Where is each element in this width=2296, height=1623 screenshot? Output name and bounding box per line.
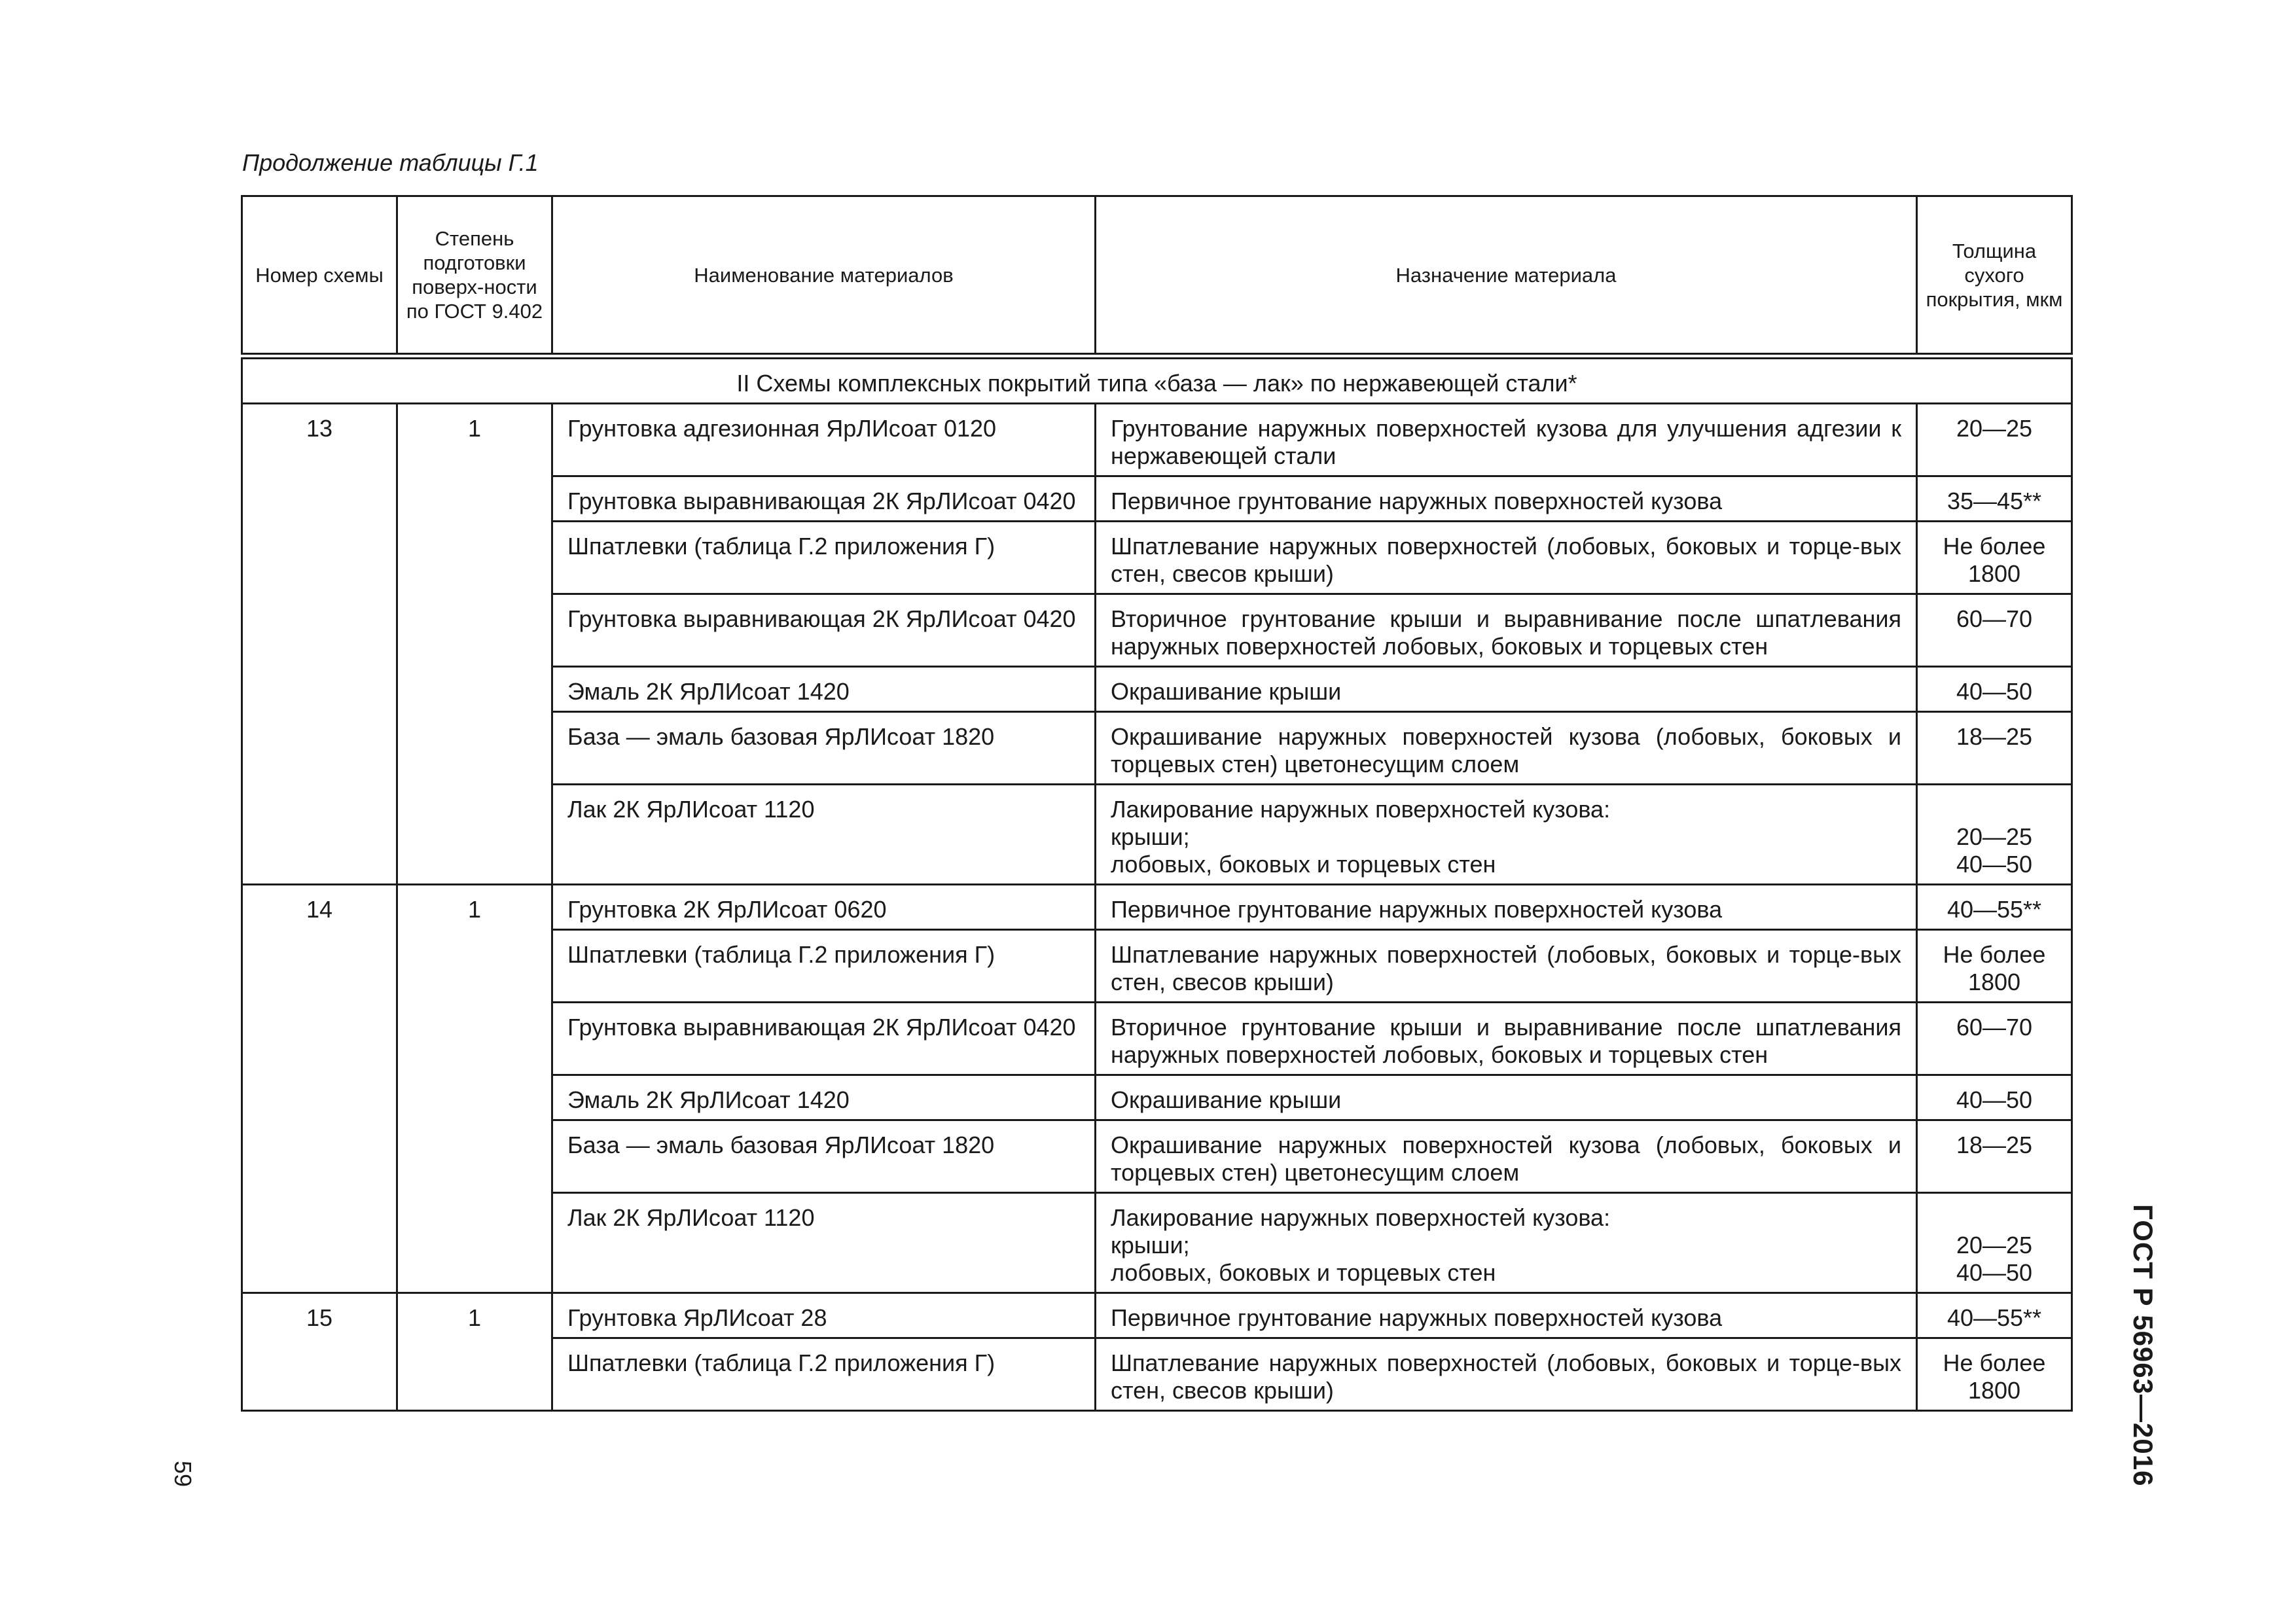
material-purpose-cell: Вторичное грунтование крыши и выравнивание после шпатлевания наружных поверхностей лобовых, боковых и торцевых стен <box>1096 1003 1917 1075</box>
material-name-cell: Лак 2К ЯрЛИсоат 1120 <box>552 1193 1096 1293</box>
material-name-cell: Грунтовка адгезионная ЯрЛИсоат 0120 <box>552 404 1096 476</box>
material-name-cell: Эмаль 2К ЯрЛИсоат 1420 <box>552 1075 1096 1120</box>
material-purpose-cell <box>1096 785 1917 885</box>
scheme-number-cell: 13 <box>242 404 397 885</box>
material-purpose-cell: Шпатлевание наружных поверхностей (лобовых, боковых и торце-вых стен, свесов крыши) <box>1096 930 1917 1003</box>
purpose-line: крыши; <box>1111 1232 1190 1258</box>
thickness-line: 40—50 <box>1956 851 2033 878</box>
material-purpose-cell: Первичное грунтование наружных поверхностей кузова <box>1096 476 1917 522</box>
coating-schemes-table <box>241 195 2073 1412</box>
thickness-cell <box>1917 1193 2072 1293</box>
material-purpose-cell <box>1096 1193 1917 1293</box>
material-name-cell: Шпатлевки (таблица Г.2 приложения Г) <box>552 1338 1096 1411</box>
page-number: 59 <box>170 1461 196 1488</box>
purpose-line: лобовых, боковых и торцевых стен <box>1111 851 1496 878</box>
thickness-line: 20—25 <box>1956 823 2033 850</box>
table-caption: Продолжение таблицы Г.1 <box>242 149 539 176</box>
material-name-cell: Грунтовка ЯрЛИсоат 28 <box>552 1293 1096 1338</box>
purpose-line: лобовых, боковых и торцевых стен <box>1111 1259 1496 1286</box>
header-thickness: Толщина сухого покрытия, мкм <box>1917 196 2072 357</box>
header-material-name: Наименование материалов <box>552 196 1096 357</box>
header-scheme-number: Номер схемы <box>242 196 397 357</box>
material-purpose-cell: Окрашивание наружных поверхностей кузова (лобовых, боковых и торцевых стен) цветонесущим слоем <box>1096 1120 1917 1193</box>
thickness-cell <box>1917 785 2072 885</box>
material-purpose-cell: Вторичное грунтование крыши и выравнивание после шпатлевания наружных поверхностей лобовых, боковых и торцевых стен <box>1096 594 1917 667</box>
thickness-cell: 60—70 <box>1917 1003 2072 1075</box>
thickness-cell: 40—50 <box>1917 667 2072 712</box>
material-purpose-cell: Шпатлевание наружных поверхностей (лобовых, боковых и торце-вых стен, свесов крыши) <box>1096 522 1917 594</box>
thickness-cell: 20—25 <box>1917 404 2072 476</box>
purpose-line: крыши; <box>1111 823 1190 850</box>
thickness-cell: 18—25 <box>1917 1120 2072 1193</box>
thickness-cell: Не более 1800 <box>1917 930 2072 1003</box>
thickness-line <box>1932 796 2056 823</box>
material-name-cell: Лак 2К ЯрЛИсоат 1120 <box>552 785 1096 885</box>
purpose-line: Лакирование наружных поверхностей кузова: <box>1111 796 1611 823</box>
thickness-cell: 35—45** <box>1917 476 2072 522</box>
table-row <box>242 885 2072 930</box>
scheme-number-cell: 15 <box>242 1293 397 1411</box>
thickness-cell: Не более 1800 <box>1917 522 2072 594</box>
table-row <box>242 1293 2072 1338</box>
thickness-cell: 60—70 <box>1917 594 2072 667</box>
header-material-purpose: Назначение материала <box>1096 196 1917 357</box>
prep-degree-cell: 1 <box>397 885 552 1293</box>
thickness-line: 40—50 <box>1956 1259 2033 1286</box>
header-prep-degree: Степень подготовки поверх-ности по ГОСТ 9.402 <box>397 196 552 357</box>
material-name-cell: Грунтовка выравнивающая 2К ЯрЛИсоат 0420 <box>552 476 1096 522</box>
material-name-cell: Грунтовка 2К ЯрЛИсоат 0620 <box>552 885 1096 930</box>
material-name-cell: Грунтовка выравнивающая 2К ЯрЛИсоат 0420 <box>552 594 1096 667</box>
material-name-cell: Грунтовка выравнивающая 2К ЯрЛИсоат 0420 <box>552 1003 1096 1075</box>
section-row <box>242 356 2072 404</box>
material-name-cell: База — эмаль базовая ЯрЛИсоат 1820 <box>552 712 1096 785</box>
material-purpose-cell: Грунтование наружных поверхностей кузова для улучшения адгезии к нержавеющей стали <box>1096 404 1917 476</box>
purpose-line: Лакирование наружных поверхностей кузова: <box>1111 1204 1611 1231</box>
material-purpose-cell: Окрашивание наружных поверхностей кузова (лобовых, боковых и торцевых стен) цветонесущим слоем <box>1096 712 1917 785</box>
material-purpose-cell: Первичное грунтование наружных поверхностей кузова <box>1096 885 1917 930</box>
thickness-line <box>1932 1204 2056 1232</box>
thickness-cell: 40—55** <box>1917 1293 2072 1338</box>
document-code: ГОСТ Р 56963—2016 <box>2128 1204 2159 1487</box>
material-name-cell: Шпатлевки (таблица Г.2 приложения Г) <box>552 930 1096 1003</box>
prep-degree-cell: 1 <box>397 1293 552 1411</box>
material-purpose-cell: Шпатлевание наружных поверхностей (лобовых, боковых и торце-вых стен, свесов крыши) <box>1096 1338 1917 1411</box>
thickness-line: 20—25 <box>1956 1232 2033 1258</box>
table-row <box>242 404 2072 476</box>
material-name-cell: Эмаль 2К ЯрЛИсоат 1420 <box>552 667 1096 712</box>
material-name-cell: Шпатлевки (таблица Г.2 приложения Г) <box>552 522 1096 594</box>
section-title: II Схемы комплексных покрытий типа «база — лак» по нержавеющей стали* <box>242 356 2072 404</box>
header-row <box>242 196 2072 357</box>
thickness-cell: 40—50 <box>1917 1075 2072 1120</box>
thickness-cell: 40—55** <box>1917 885 2072 930</box>
material-purpose-cell: Окрашивание крыши <box>1096 667 1917 712</box>
material-purpose-cell: Окрашивание крыши <box>1096 1075 1917 1120</box>
scheme-number-cell: 14 <box>242 885 397 1293</box>
material-purpose-cell: Первичное грунтование наружных поверхностей кузова <box>1096 1293 1917 1338</box>
thickness-cell: Не более 1800 <box>1917 1338 2072 1411</box>
thickness-cell: 18—25 <box>1917 712 2072 785</box>
prep-degree-cell: 1 <box>397 404 552 885</box>
material-name-cell: База — эмаль базовая ЯрЛИсоат 1820 <box>552 1120 1096 1193</box>
